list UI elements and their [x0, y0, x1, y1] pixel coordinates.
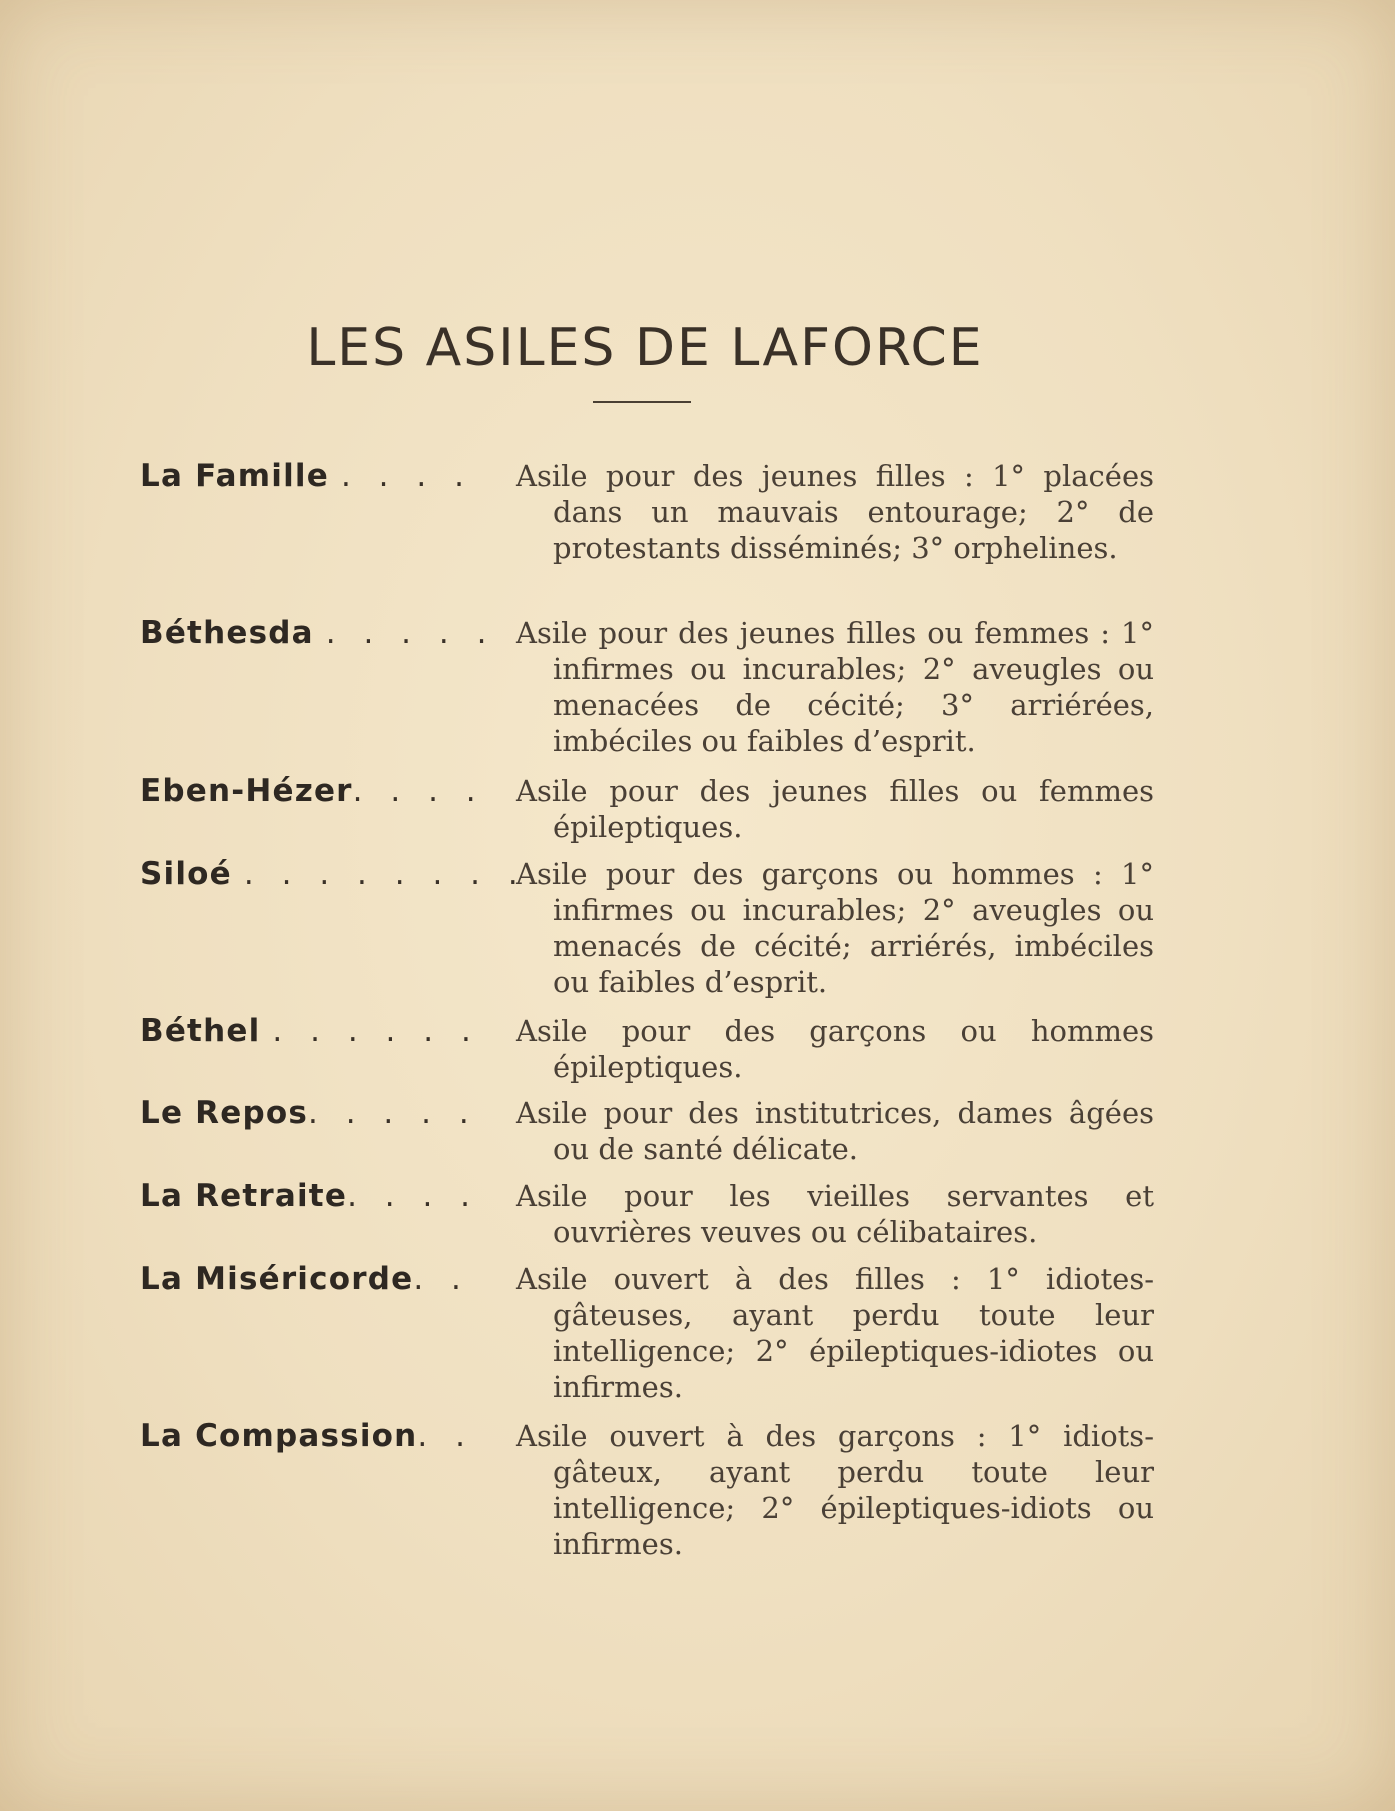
leader-dots: . . . .: [352, 773, 485, 809]
asylum-name-text: Le Repos: [140, 1095, 309, 1131]
leader-dots: . . . . .: [308, 1095, 478, 1131]
asylum-description: Asile pour des jeunes filles : 1° placées dans un mauvais entourage; 2° de protestants disséminés; 3° orphelines.: [516, 459, 1154, 565]
leader-dots: . . . .: [340, 458, 473, 494]
asylum-name: [140, 1418, 485, 1454]
asylum-name-text: La Miséricorde: [140, 1261, 414, 1297]
asylum-description: Asile pour des garçons ou hommes épileptiques.: [516, 1014, 1154, 1084]
leader-dots: . . . .: [347, 1178, 480, 1214]
asylum-name-text: La Retraite: [140, 1178, 348, 1214]
asylum-name-text: La Compassion: [140, 1418, 418, 1454]
asylum-description: Asile pour des garçons ou hommes : 1° infirmes ou incurables; 2° aveugles ou menacés de cécité; arriérés, imbéciles ou faibles d’esprit.: [516, 857, 1154, 999]
asylum-name-text: La Famille: [140, 458, 329, 494]
asylum-description: Asile pour les vieilles servantes et ouvrières veuves ou célibataires.: [516, 1179, 1154, 1249]
asylum-description: Asile pour des jeunes filles ou femmes épileptiques.: [516, 774, 1154, 844]
asylum-name: [140, 1178, 485, 1214]
leader-dots: . . . . . .: [272, 1013, 480, 1049]
page-title: LES ASILES DE LAFORCE: [306, 318, 984, 378]
asylum-name: [140, 773, 485, 809]
asylum-description: Asile pour des institutrices, dames âgées ou de santé délicate.: [516, 1096, 1154, 1166]
asylum-name: [140, 458, 485, 494]
asylum-name-text: Siloé: [140, 856, 232, 892]
asylum-description: Asile ouvert à des garçons : 1° idiots-gâteux, ayant perdu toute leur intelligence; 2° épileptiques-idiots ou infirmes.: [516, 1419, 1154, 1561]
asylum-name-text: Béthel: [140, 1013, 261, 1049]
leader-dots: . . . . .: [325, 615, 496, 651]
asylum-description: Asile ouvert à des filles : 1° idiotes-gâteuses, ayant perdu toute leur intelligence; 2° épileptiques-idiotes ou infirmes.: [516, 1262, 1154, 1404]
asylum-name: [140, 1261, 485, 1297]
asylum-name-text: Eben-Hézer: [140, 773, 353, 809]
asylum-name: [140, 856, 527, 892]
asylum-name: [140, 1095, 485, 1131]
leader-dots: . .: [417, 1418, 474, 1454]
leader-dots: . . . . . . . .: [243, 856, 527, 892]
title-rule: [593, 401, 691, 403]
asylum-name: [140, 615, 496, 651]
asylum-name-text: Béthesda: [140, 615, 314, 651]
asylum-name: [140, 1013, 485, 1049]
leader-dots: . .: [413, 1261, 470, 1297]
asylum-description: Asile pour des jeunes filles ou femmes : 1° infirmes ou incurables; 2° aveugles ou menacées de cécité; 3° arriérées, imbéciles ou faibles d’esprit.: [516, 616, 1154, 758]
